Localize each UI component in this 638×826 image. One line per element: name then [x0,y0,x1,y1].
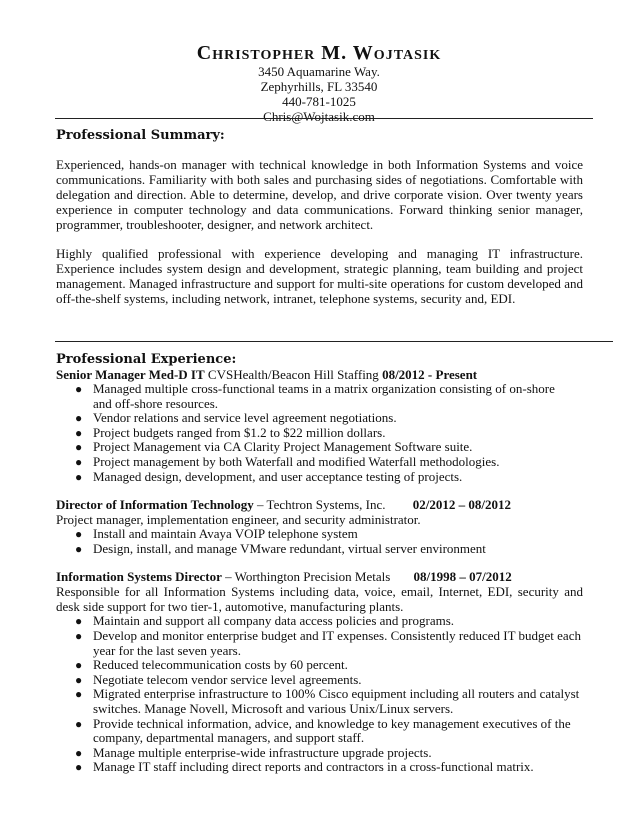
job-3-title: Information Systems Director [56,569,222,585]
job-2-dates: 02/2012 – 08/2012 [412,497,511,513]
job-3-company: – Worthington Precision Metals [225,569,391,585]
bullet-icon: ● [75,425,83,440]
list-item: ● Reduced telecommunication costs by 60 percent. [75,657,348,673]
summary-paragraph-2: Highly qualified professional with experience developing and managing IT infrastructure. Experience includes system design and development, strategic planning, team building and project management. Managed infrastructure and support for multi-site operations for custom developed and off-the-shelf systems, including network, intranet, telephone systems, security and, EDI. [56,246,583,306]
job-2-company: – Techtron Systems, Inc. [257,497,386,513]
list-item: ● Migrated enterprise infrastructure to 100% Cisco equipment including all routers and catalyst switches. Manage Novell, Microsoft and various Unix/Linux servers. [75,686,580,716]
summary-heading: Professional Summary: [56,128,225,143]
job-3-description: Responsible for all Information Systems including data, voice, email, Internet, EDI, security and desk side support for two tier-1, automotive, manufacturing plants. [56,584,583,615]
job-2-title: Director of Information Technology [56,497,254,513]
list-item: ● Managed design, development, and user acceptance testing of projects. [75,468,463,484]
bullet-icon: ● [75,658,83,673]
list-item: ● Provide technical information, advice, and knowledge to key management executives of the company, departmental managers, and support staff. [75,715,571,746]
summary-section [56,128,583,306]
phone-number: 440-781-1025 [282,94,356,109]
summary-divider [55,341,613,342]
bullet-icon: ● [75,382,83,396]
header-divider [55,118,593,119]
bullet-icon: ● [75,687,83,702]
bullet-icon: ● [75,469,83,484]
address-line-1: 3450 Aquamarine Way. [258,64,380,79]
bullet-icon: ● [75,454,83,469]
summary-paragraph-1: Experienced, hands-on manager with technical knowledge in both Information Systems and voice communications. Familiarity with both sales and purchasing sides of negotiations. Comfortable with delegation and direction. Able to determine, develop, and drive corporate vision. Over twenty years experience in computer technology and data communications. Forward thinking senior manager, programmer, troubleshooter, designer, and network architect. [56,157,583,232]
list-item: ● Develop and monitor enterprise budget and IT expenses. Consistently reduced IT budget each year for the last seven years. [75,627,581,658]
bullet-icon: ● [75,440,83,455]
experience-heading: Professional Experience: [56,352,237,367]
list-item: ● Managed multiple cross-functional teams in a matrix organization consisting of on-shore and off-shore resources. [75,381,555,411]
candidate-name: Christopher M. Wojtasik [196,42,442,64]
list-item: ● Manage multiple enterprise-wide infrastructure upgrade projects. [75,744,432,760]
job-1-company: CVSHealth/Beacon Hill Staffing [207,367,379,382]
list-item: ● Design, install, and manage VMware redundant, virtual server environment [75,540,486,556]
job-3-bullets [56,614,583,775]
job-2-description: Project manager, implementation engineer, and security administrator. [56,512,421,528]
job-3-header [56,569,596,584]
bullet-icon: ● [75,527,83,542]
job-1-title: Senior Manager Med-D IT [56,367,205,382]
bullet-icon: ● [75,716,83,731]
job-2-header [56,497,596,512]
resume-header [0,42,638,124]
bullet-icon: ● [75,672,83,687]
list-item: ● Maintain and support all company data access policies and programs. [75,613,455,629]
list-item: ● Install and maintain Avaya VOIP telephone system [75,526,358,542]
job-1-dates: 08/2012 - Present [382,367,478,382]
job-1-bullets [56,382,556,484]
list-item: ● Vendor relations and service level agreement negotiations. [75,410,397,426]
bullet-icon: ● [75,745,83,760]
list-item: ● Manage IT staff including direct reports and contractors in a cross-functional matrix. [75,759,534,775]
list-item: ● Negotiate telecom vendor service level agreements. [75,671,362,687]
job-2-bullets [56,527,596,556]
bullet-icon: ● [75,760,83,775]
list-item: ● Project management by both Waterfall and modified Waterfall methodologies. [75,453,500,469]
job-3-dates: 08/1998 – 07/2012 [413,569,512,585]
list-item: ● Project budgets ranged from $1.2 to $22 million dollars. [75,424,386,440]
email-address: Chris@Wojtasik.com [263,109,375,124]
bullet-icon: ● [75,411,83,426]
experience-section [56,352,596,775]
bullet-icon: ● [75,541,83,556]
bullet-icon: ● [75,628,83,643]
bullet-icon: ● [75,614,83,629]
address-line-2: Zephyrhills, FL 33540 [260,79,378,94]
list-item: ● Project Management via CA Clarity Project Management Software suite. [75,439,473,455]
job-1-header [56,367,596,382]
